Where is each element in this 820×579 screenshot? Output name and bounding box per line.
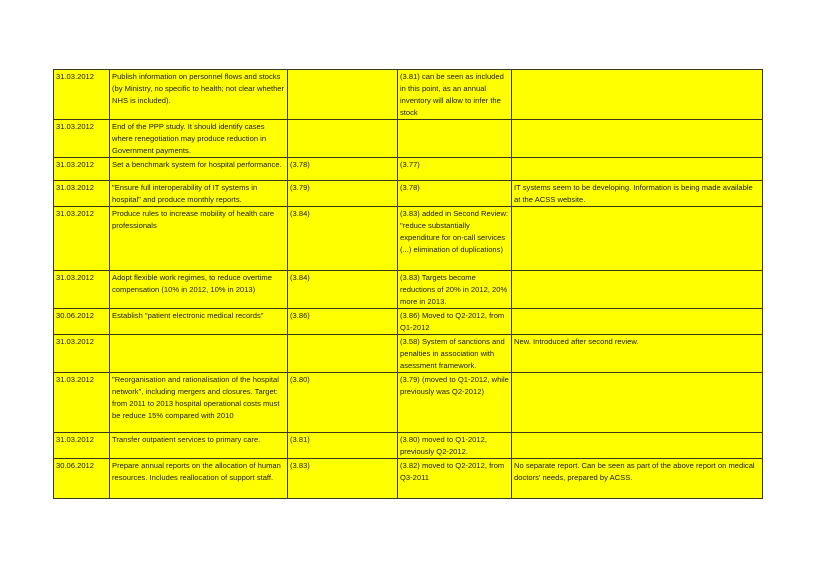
ref1-cell: (3.81)	[288, 433, 398, 459]
action-cell: Publish information on personnel flows and stocks (by Ministry, no specific to health; not clear whether NHS is included).	[110, 70, 288, 120]
action-cell: "Reorganisation and rationalisation of the hospital network", including mergers and closures. Target: from 2011 to 2013 hospital operational costs must be reduce 15% compared with 2010	[110, 373, 288, 433]
action-cell: Adopt flexible work regimes, to reduce overtime compensation (10% in 2012, 10% in 2013)	[110, 271, 288, 309]
comment-cell	[512, 271, 763, 309]
ref1-cell: (3.79)	[288, 181, 398, 207]
comment-cell	[512, 207, 763, 271]
table-row	[54, 373, 763, 433]
action-cell: "Ensure full interoperability of IT systems in hospital" and produce monthly reports.	[110, 181, 288, 207]
date-cell: 31.03.2012	[54, 433, 110, 459]
table-row	[54, 271, 763, 309]
ref1-cell: (3.83)	[288, 459, 398, 499]
ref2-cell: (3.79) (moved to Q1-2012, while previously was Q2-2012)	[398, 373, 512, 433]
action-cell: Prepare annual reports on the allocation of human resources. Includes reallocation of support staff.	[110, 459, 288, 499]
ref1-cell	[288, 335, 398, 373]
table-row	[54, 181, 763, 207]
comment-cell	[512, 120, 763, 158]
action-cell: Produce rules to increase mobility of health care professionals	[110, 207, 288, 271]
table-row	[54, 158, 763, 181]
ref2-cell	[398, 120, 512, 158]
comment-cell: No separate report. Can be seen as part of the above report on medical doctors' needs, prepared by ACSS.	[512, 459, 763, 499]
table-row	[54, 70, 763, 120]
ref1-cell: (3.84)	[288, 207, 398, 271]
date-cell: 31.03.2012	[54, 373, 110, 433]
ref2-cell: (3.58) System of sanctions and penalties in association with asessment framework.	[398, 335, 512, 373]
ref1-cell	[288, 120, 398, 158]
date-cell: 31.03.2012	[54, 207, 110, 271]
ref1-cell	[288, 70, 398, 120]
table-row	[54, 207, 763, 271]
measures-table	[53, 69, 763, 499]
table-row	[54, 120, 763, 158]
date-cell: 31.03.2012	[54, 120, 110, 158]
date-cell: 30.06.2012	[54, 309, 110, 335]
ref2-cell: (3.81) can be seen as included in this point, as an annual inventory will allow to infer the stock	[398, 70, 512, 120]
comment-cell	[512, 373, 763, 433]
ref2-cell: (3.86) Moved to Q2-2012, from Q1-2012	[398, 309, 512, 335]
table-row	[54, 459, 763, 499]
date-cell: 31.03.2012	[54, 70, 110, 120]
comment-cell: IT systems seem to be developing. Information is being made available at the ACSS website.	[512, 181, 763, 207]
ref2-cell: (3.80) moved to Q1-2012, previously Q2-2012.	[398, 433, 512, 459]
ref2-cell: (3.82) moved to Q2-2012, from Q3-2011	[398, 459, 512, 499]
comment-cell	[512, 70, 763, 120]
comment-cell	[512, 309, 763, 335]
ref1-cell: (3.80)	[288, 373, 398, 433]
action-cell: End of the PPP study. It should identify cases where renegotiation may produce reduction in Government payments.	[110, 120, 288, 158]
ref2-cell: (3.83) Targets become reductions of 20% in 2012, 20% more in 2013.	[398, 271, 512, 309]
comment-cell: New. Introduced after second review.	[512, 335, 763, 373]
date-cell: 31.03.2012	[54, 335, 110, 373]
ref2-cell: (3.83) added in Second Review: "reduce substantially expenditure for on-call services (...) elimination of duplications)	[398, 207, 512, 271]
action-cell: Set a benchmark system for hospital performance.	[110, 158, 288, 181]
ref2-cell: (3.78)	[398, 181, 512, 207]
date-cell: 31.03.2012	[54, 181, 110, 207]
date-cell: 31.03.2012	[54, 271, 110, 309]
comment-cell	[512, 158, 763, 181]
ref1-cell: (3.86)	[288, 309, 398, 335]
comment-cell	[512, 433, 763, 459]
action-cell: Transfer outpatient services to primary care.	[110, 433, 288, 459]
action-cell: Establish "patient electronic medical records"	[110, 309, 288, 335]
date-cell: 31.03.2012	[54, 158, 110, 181]
action-cell	[110, 335, 288, 373]
table-row	[54, 309, 763, 335]
ref1-cell: (3.84)	[288, 271, 398, 309]
table-row	[54, 433, 763, 459]
table-row	[54, 335, 763, 373]
ref1-cell: (3.78)	[288, 158, 398, 181]
date-cell: 30.06.2012	[54, 459, 110, 499]
ref2-cell: (3.77)	[398, 158, 512, 181]
